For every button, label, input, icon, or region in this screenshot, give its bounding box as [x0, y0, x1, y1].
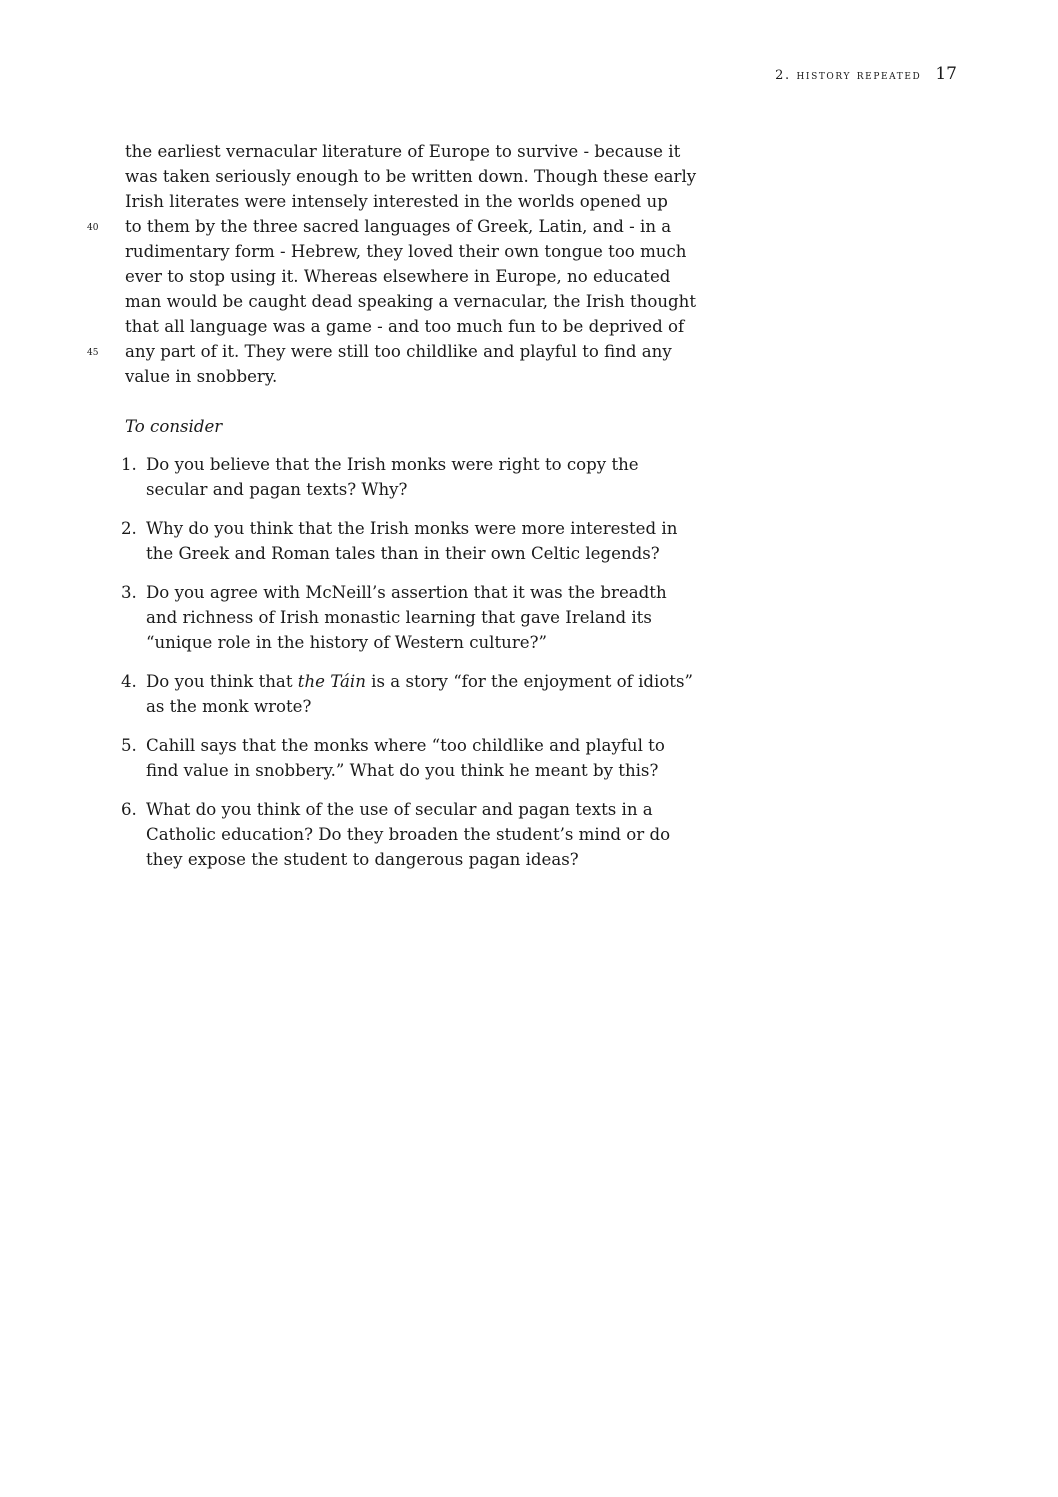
running-head: [775, 64, 957, 84]
question-number: 3.: [121, 583, 137, 602]
question-line: Do you believe that the Irish monks were right to copy the: [146, 455, 639, 474]
question-line: and richness of Irish monastic learning that gave Ireland its: [146, 608, 652, 627]
passage-line: man would be caught dead speaking a vernacular, the Irish thought: [125, 292, 696, 311]
passage-line: Irish literates were intensely interested in the worlds opened up: [125, 192, 668, 211]
question-item: [121, 733, 681, 783]
passage-line: 40 to them by the three sacred languages of Greek, Latin, and - in a: [125, 214, 670, 239]
question-line: Why do you think that the Irish monks were more interested in: [146, 519, 678, 538]
question-line: they expose the student to dangerous pagan ideas?: [146, 850, 579, 869]
question-list: [121, 452, 693, 886]
question-line: the Greek and Roman tales than in their own Celtic legends?: [146, 544, 660, 563]
page-number: 17: [935, 64, 957, 84]
question-item: [121, 516, 681, 566]
question-line: “unique role in the history of Western culture?”: [146, 633, 547, 652]
line-number: 40: [87, 223, 99, 233]
question-item: [121, 452, 681, 502]
question-item: [121, 580, 681, 655]
question-line: as the monk wrote?: [146, 697, 312, 716]
question-number: 4.: [121, 672, 137, 691]
running-title: 2. history repeated: [775, 68, 922, 83]
passage-line: rudimentary form - Hebrew, they loved their own tongue too much: [125, 242, 687, 261]
question-line: secular and pagan texts? Why?: [146, 480, 408, 499]
question-number: 5.: [121, 736, 137, 755]
question-item: [121, 669, 693, 719]
passage: [87, 139, 697, 389]
line-number: 45: [87, 348, 99, 358]
question-item: [121, 797, 681, 872]
question-number: 2.: [121, 519, 137, 538]
section-heading: To consider: [125, 417, 223, 436]
question-line: find value in snobbery.” What do you think he meant by this?: [146, 761, 659, 780]
passage-line: ever to stop using it. Whereas elsewhere in Europe, no educated: [125, 267, 671, 286]
question-line: Catholic education? Do they broaden the student’s mind or do: [146, 825, 671, 844]
passage-line: the earliest vernacular literature of Europe to survive - because it: [125, 142, 681, 161]
passage-line: was taken seriously enough to be written down. Though these early: [125, 167, 697, 186]
title-italic: the Táin: [297, 672, 366, 691]
question-line: Do you think that the Táin is a story “for the enjoyment of idiots”: [146, 672, 693, 691]
passage-line: value in snobbery.: [125, 367, 278, 386]
passage-line: 45 any part of it. They were still too childlike and playful to find any: [125, 339, 670, 364]
passage-line: that all language was a game - and too much fun to be deprived of: [125, 317, 685, 336]
question-line: Cahill says that the monks where “too childlike and playful to: [146, 736, 665, 755]
question-number: 6.: [121, 800, 137, 819]
question-number: 1.: [121, 455, 137, 474]
question-line: Do you agree with McNeill’s assertion that it was the breadth: [146, 583, 667, 602]
question-line: What do you think of the use of secular and pagan texts in a: [146, 800, 653, 819]
